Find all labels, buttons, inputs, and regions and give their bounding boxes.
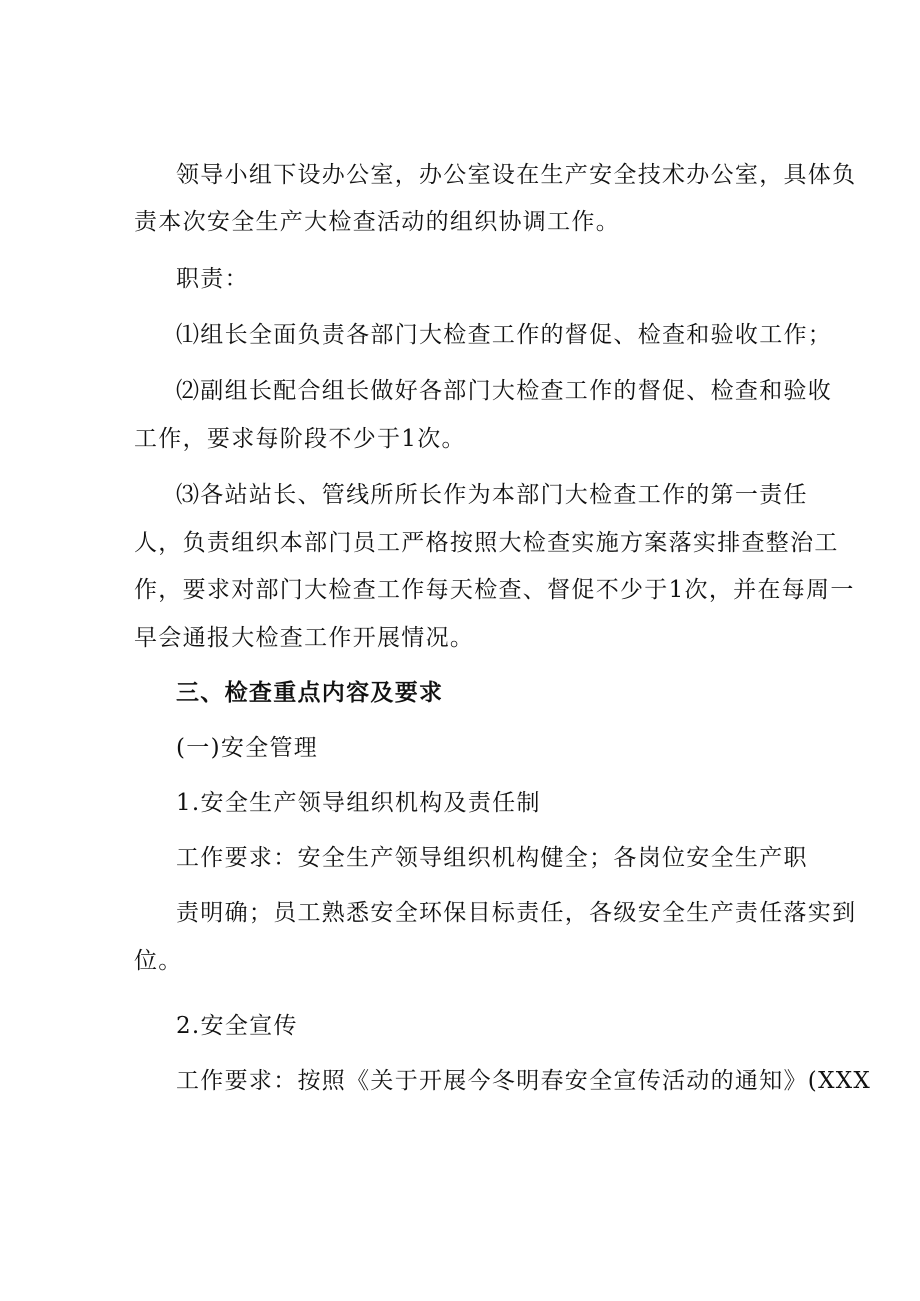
- duty-item-3-line-4: 早会通报大检查工作开展情况。: [134, 625, 475, 651]
- item-1-requirement-line-3: 位。: [134, 948, 183, 974]
- duty-item-1: ⑴组长全面负责各部门大检查工作的督促、检查和验收工作；: [176, 322, 833, 348]
- paragraph-office-line-1: 领导小组下设办公室，办公室设在生产安全技术办公室，具体负: [176, 162, 857, 188]
- duty-item-2-line-1: ⑵副组长配合组长做好各部门大检查工作的督促、检查和验收: [176, 378, 833, 404]
- item-2-title: 2.安全宣传: [176, 1013, 298, 1039]
- duty-item-2-line-2: 工作，要求每阶段不少于1次。: [134, 426, 466, 452]
- item-1-title: 1.安全生产领导组织机构及责任制: [176, 790, 541, 816]
- section-heading: 三、检查重点内容及要求: [176, 679, 444, 706]
- paragraph-office-line-2: 责本次安全生产大检查活动的组织协调工作。: [134, 209, 620, 235]
- duties-label: 职责：: [176, 266, 249, 292]
- duty-item-3-line-2: 人，负责组织本部门员工严格按照大检查实施方案落实排查整治工: [134, 530, 839, 556]
- duty-item-3-line-1: ⑶各站站长、管线所所长作为本部门大检查工作的第一责任: [176, 482, 808, 508]
- item-1-requirement-line-1: 工作要求：安全生产领导组织机构健全；各岗位安全生产职: [176, 845, 808, 871]
- item-2-requirement-line-1: 工作要求：按照《关于开展今冬明春安全宣传活动的通知》(XXX: [176, 1068, 872, 1094]
- duty-item-3-line-3: 作，要求对部门大检查工作每天检查、督促不少于1次，并在每周一: [134, 577, 855, 603]
- item-1-requirement-line-2: 责明确；员工熟悉安全环保目标责任，各级安全生产责任落实到: [176, 900, 857, 926]
- subsection-heading: (一)安全管理: [176, 735, 319, 761]
